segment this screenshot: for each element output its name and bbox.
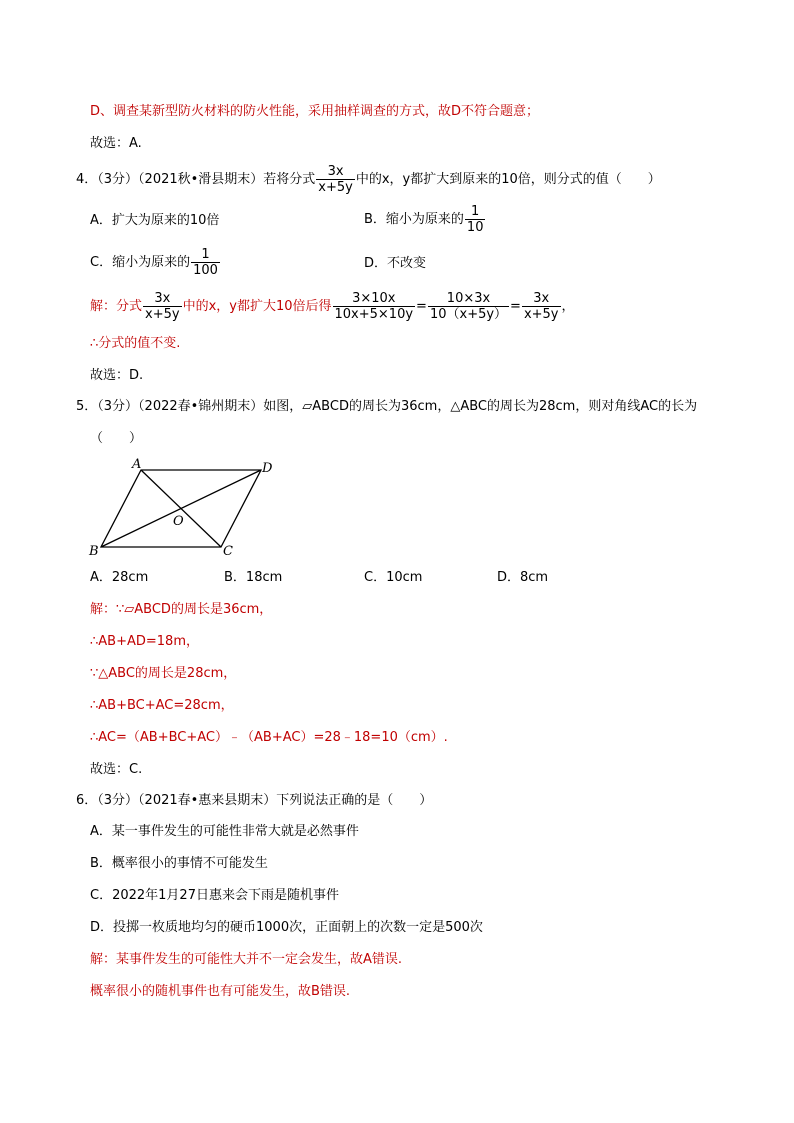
q4-stem-frac-den: x+5y [318,180,353,195]
center-label-o: O [173,514,184,529]
q4-option-d: D．不改变 [364,256,427,271]
q5-solution-5: ∴AC=（AB+BC+AC）﹣（AB+AC）=28﹣18=10（cm）. [90,730,448,745]
q4-option-b-den: 10 [466,220,484,235]
parallelogram-figure [85,455,285,560]
q4-sol-f3-den: 10（x+5y） [429,307,508,322]
q5-solution-4: ∴AB+BC+AC=28cm， [90,698,234,713]
q4-option-c [90,247,221,278]
q6-solution-2: 概率很小的随机事件也有可能发生，故B错误. [90,984,351,999]
q4-sol-fraction-1 [143,291,182,322]
q4-option-c-text: C．缩小为原来的 [90,255,191,270]
q4-stem-frac-num: 3x [316,164,355,180]
q4-stem-suffix: 中的x，y都扩大到原来的10倍，则分式的值（ ） [355,172,661,187]
q4-option-b-num: 1 [465,204,486,220]
q6-stem: 6．（3分）（2021春•惠来县期末）下列说法正确的是（ ） [76,793,433,808]
prev-option-d-analysis: D、调查某新型防火材料的防火性能，采用抽样调查的方式，故D不符合题意； [90,104,540,119]
q4-option-c-den: 100 [193,263,218,278]
q5-solution-1: 解：∵▱ABCD的周长是36cm， [90,602,273,617]
vertex-label-b: B [89,544,99,559]
q4-sol-f1-num: 3x [143,291,182,307]
q4-option-b [364,204,486,235]
q5-solution-2: ∴AB+AD=18m， [90,634,199,649]
q4-sol-mid: 中的x，y都扩大10倍后得 [182,299,332,314]
q4-stem-prefix: 4．（3分）（2021秋•滑县期末）若将分式 [76,172,316,187]
q6-option-c: C．2022年1月27日惠来会下雨是随机事件 [90,888,339,903]
prev-answer: 故选：A. [90,136,142,151]
q4-stem [76,164,661,195]
q6-option-d: D．投掷一枚质地均匀的硬币1000次，正面朝上的次数一定是500次 [90,920,483,935]
q4-stem-fraction [316,164,355,195]
vertex-label-a: A [132,457,142,472]
q5-option-c: C．10cm [364,570,423,585]
q4-option-c-fraction [191,247,220,278]
q4-sol-prefix: 解：分式 [90,299,143,314]
q4-answer: 故选：D. [90,368,144,383]
q4-sol-fraction-3 [428,291,509,322]
q4-therefore: ∴分式的值不变. [90,336,181,351]
q5-stem-line2: （ ） [90,431,143,446]
vertex-label-c: C [223,544,233,559]
q5-stem-line1: 5．（3分）（2022春•锦州期末）如图，▱ABCD的周长为36cm，△ABC的周长为28cm，则对角线AC的长为 [76,399,698,414]
diagonal-bd [101,470,261,547]
q4-option-b-text: B．缩小为原来的 [364,212,464,227]
q4-solution-line [90,291,575,322]
q6-option-b: B．概率很小的事情不可能发生 [90,856,268,871]
q5-answer: 故选：C. [90,762,143,777]
q4-sol-f2-den: 10x+5×10y [334,307,414,322]
q4-sol-f1-den: x+5y [145,307,180,322]
q4-sol-fraction-2 [333,291,416,322]
q4-sol-eq-1: = [416,299,427,314]
q4-sol-f2-num: 3×10x [333,291,416,307]
q4-sol-f4-den: x+5y [523,307,559,322]
q6-option-a: A．某一事件发生的可能性非常大就是必然事件 [90,824,359,839]
q4-sol-eq-2: = [510,299,521,314]
q4-sol-f3-num: 10×3x [428,291,509,307]
q5-option-a: A．28cm [90,570,149,585]
q5-option-b: B．18cm [224,570,283,585]
q6-solution-1: 解：某事件发生的可能性大并不一定会发生，故A错误. [90,952,403,967]
q4-sol-f4-num: 3x [522,291,561,307]
q4-option-a: A．扩大为原来的10倍 [90,213,220,228]
vertex-label-d: D [262,461,273,476]
q4-option-c-num: 1 [191,247,220,263]
q5-option-d: D．8cm [497,570,549,585]
q4-sol-end: ， [561,299,575,314]
q4-option-b-fraction [465,204,486,235]
q4-sol-fraction-4 [522,291,561,322]
q5-solution-3: ∵△ABC的周长是28cm， [90,666,237,681]
